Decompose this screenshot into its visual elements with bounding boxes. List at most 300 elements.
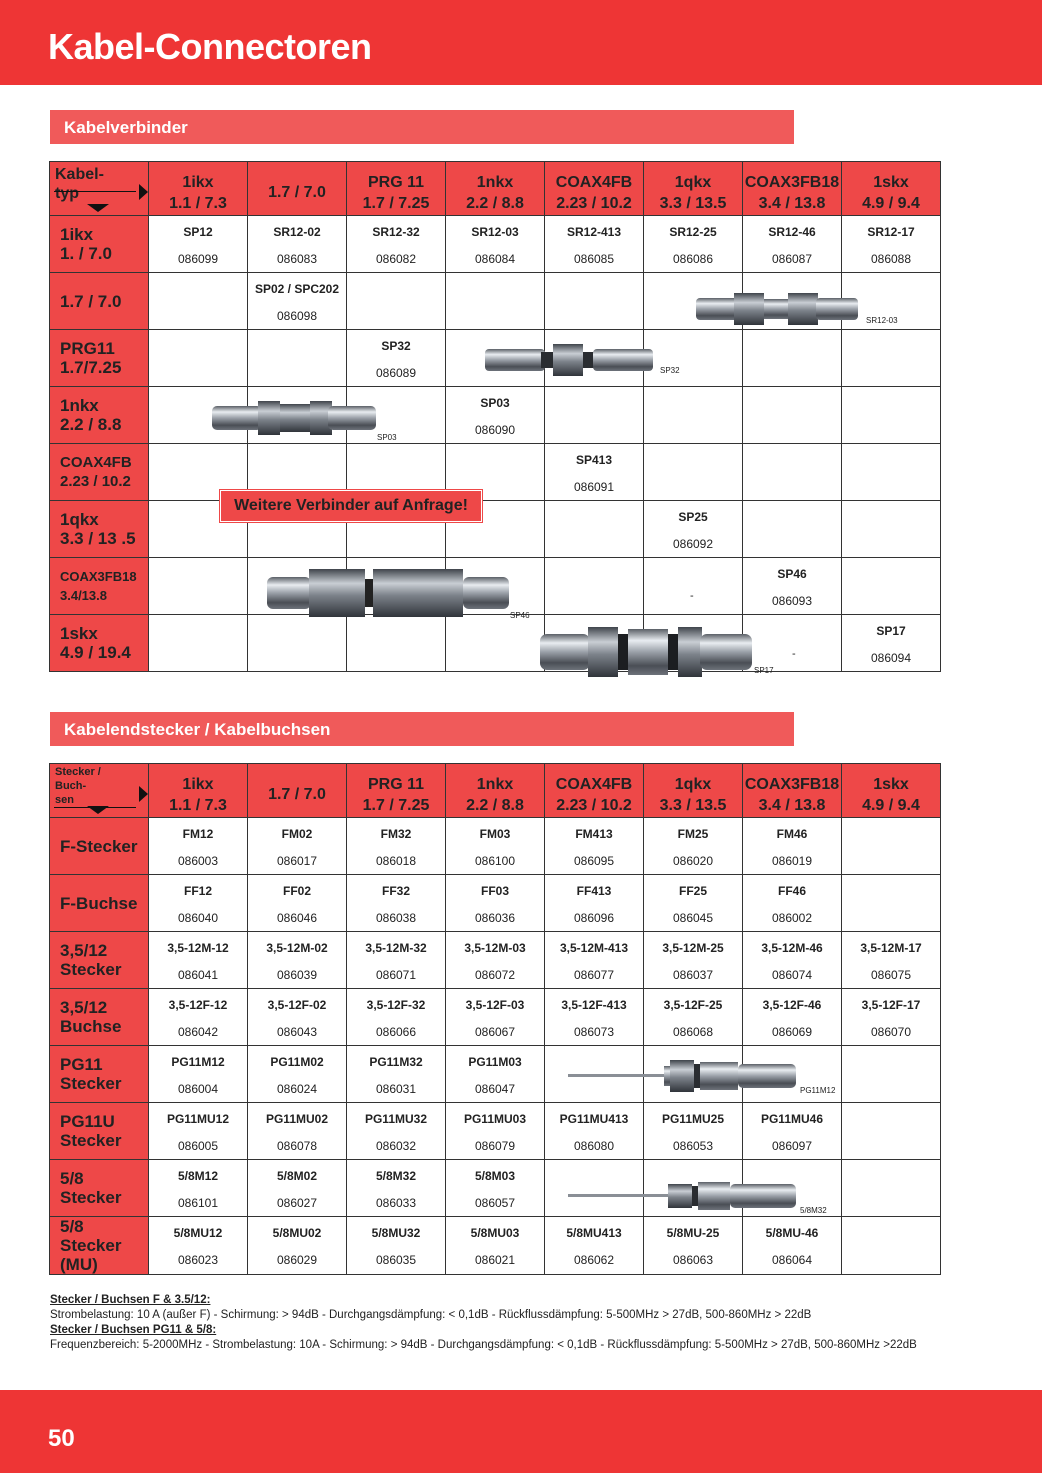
model-number: FF12 xyxy=(183,883,212,898)
article-code: 086019 xyxy=(771,853,813,868)
model-number: 5/8MU-46 xyxy=(765,1226,819,1240)
table-cell xyxy=(743,330,842,387)
row-header-line2: 3.4/13.8 xyxy=(60,588,107,603)
article-code: 086099 xyxy=(177,251,219,266)
article-code: 086086 xyxy=(672,251,714,266)
table-cell xyxy=(347,273,446,330)
row-header xyxy=(50,1217,149,1275)
column-header-line2: 3.4 / 13.8 xyxy=(758,194,826,212)
article-code: 086005 xyxy=(177,1138,219,1153)
article-code: 086041 xyxy=(177,967,219,982)
table-cell xyxy=(248,330,347,387)
row-header-line1: 3,5/12 xyxy=(60,941,108,960)
table-cell xyxy=(149,1160,248,1217)
article-code: 086029 xyxy=(276,1253,318,1267)
connector-image-sp46 xyxy=(265,567,511,619)
model-number: 3,5-12F-413 xyxy=(561,997,627,1012)
model-number: 3,5-12M-12 xyxy=(167,940,229,955)
caption-5-8m32: 5/8M32 xyxy=(800,1206,827,1215)
table-cell xyxy=(149,1046,248,1103)
model-number: SR12-03 xyxy=(471,224,519,239)
article-code: 086064 xyxy=(771,1253,813,1267)
row-header xyxy=(50,558,149,615)
model-number: SP17 xyxy=(876,623,906,638)
model-number: PG11M32 xyxy=(369,1054,423,1069)
article-code: 086071 xyxy=(375,967,417,982)
article-code: 086057 xyxy=(474,1195,516,1210)
article-code: 086072 xyxy=(474,967,516,982)
model-number: 5/8M02 xyxy=(276,1168,318,1183)
article-code: 086080 xyxy=(573,1138,615,1153)
connector-image-pg11m12 xyxy=(568,1054,800,1098)
model-number: SP25 xyxy=(678,509,708,524)
table-row xyxy=(50,932,941,989)
table-cell xyxy=(644,501,743,558)
column-header xyxy=(743,764,842,818)
table-cell xyxy=(446,615,545,672)
table-cell xyxy=(545,1217,644,1275)
table-cell xyxy=(248,615,347,672)
table-cell xyxy=(842,1046,941,1103)
model-number: 3,5-12F-46 xyxy=(762,997,822,1012)
row-header xyxy=(50,1160,149,1217)
table-cell xyxy=(743,989,842,1046)
column-header-line2: 3.3 / 13.5 xyxy=(659,796,727,814)
note-heading-f: Stecker / Buchsen F & 3.5/12: xyxy=(50,1294,211,1306)
table-cell xyxy=(446,1103,545,1160)
model-number: FF32 xyxy=(381,883,410,898)
table-cell xyxy=(149,216,248,273)
article-code: 086094 xyxy=(870,650,912,665)
header-bar xyxy=(0,0,1042,85)
row-header-line2: 2.2 / 8.8 xyxy=(60,415,122,434)
model-number: 3,5-12M-17 xyxy=(860,940,922,955)
table-cell xyxy=(248,932,347,989)
corner-label-line2: typ xyxy=(55,185,79,202)
table-cell xyxy=(248,818,347,875)
table-cell xyxy=(644,330,743,387)
model-number: 3,5-12F-02 xyxy=(267,997,327,1012)
row-header-line1: PRG11 xyxy=(60,339,115,358)
model-number: FM02 xyxy=(281,826,313,841)
table-cell xyxy=(446,818,545,875)
column-header-line2: 2.23 / 10.2 xyxy=(556,796,632,814)
article-code: 086087 xyxy=(771,251,813,266)
article-code: 086017 xyxy=(276,853,318,868)
table-row xyxy=(50,818,941,875)
table-cell xyxy=(149,558,248,615)
row-header xyxy=(50,875,149,932)
section-title: Kabelverbinder xyxy=(64,118,188,137)
table-cell xyxy=(743,818,842,875)
model-number: SR12-02 xyxy=(273,224,321,239)
table-cell xyxy=(842,330,941,387)
model-number: FF03 xyxy=(480,883,509,898)
model-number: FM32 xyxy=(380,826,412,841)
article-code: 086046 xyxy=(276,910,318,925)
article-code: 086053 xyxy=(672,1138,714,1153)
table-cell xyxy=(743,1103,842,1160)
row-header xyxy=(50,818,149,875)
row-header xyxy=(50,1046,149,1103)
model-number: SP02 / SPC202 xyxy=(254,281,340,296)
article-code: 086075 xyxy=(870,967,912,982)
article-code: 086098 xyxy=(276,308,318,323)
caption-sp32: SP32 xyxy=(660,366,680,375)
table-cell xyxy=(248,216,347,273)
article-code: 086045 xyxy=(672,910,714,925)
article-code: 086003 xyxy=(177,853,219,868)
model-number: FM46 xyxy=(776,826,808,841)
model-number: SR12-25 xyxy=(669,224,717,239)
note-text-f: Strombelastung: 10 A (außer F) - Schirmung: > 94dB - Durchgangsdämpfung: < 0,1dB - Rückflussdämpfung: 5-500MHz > 27dB, 500-860MHz > 22dB xyxy=(50,1309,812,1321)
article-code: 086040 xyxy=(177,910,219,925)
connector-image-5-8m32 xyxy=(568,1174,800,1218)
column-header-line2: 2.2 / 8.8 xyxy=(466,796,524,814)
article-code: 086079 xyxy=(474,1138,516,1153)
table-cell xyxy=(842,875,941,932)
row-header-line1: 5/8 xyxy=(60,1169,84,1188)
model-number: 3,5-12M-03 xyxy=(464,940,526,955)
table-cell xyxy=(446,1160,545,1217)
article-code: 086021 xyxy=(474,1253,516,1267)
column-header-line1: 1skx xyxy=(873,775,909,793)
article-code: 086024 xyxy=(276,1081,318,1096)
table-cell xyxy=(347,818,446,875)
table-cell xyxy=(743,558,842,615)
table-cell xyxy=(446,1217,545,1275)
model-number: 5/8MU12 xyxy=(173,1226,223,1240)
table-cell xyxy=(149,615,248,672)
row-header-line2: Stecker xyxy=(60,1188,122,1207)
table-cell xyxy=(347,615,446,672)
column-header-line1: COAX3FB18 xyxy=(744,173,840,191)
corner-label-line1: Stecker / xyxy=(55,766,101,778)
table-cell xyxy=(842,1103,941,1160)
model-number: 3,5-12M-32 xyxy=(365,940,427,955)
caption-sr12-03: SR12-03 xyxy=(866,316,898,325)
row-header xyxy=(50,615,149,672)
article-code: 086020 xyxy=(672,853,714,868)
section-title: Kabelendstecker / Kabelbuchsen xyxy=(64,720,331,739)
model-number: 5/8M32 xyxy=(375,1168,417,1183)
column-header-line2: 3.4 / 13.8 xyxy=(758,796,826,814)
table-cell xyxy=(842,818,941,875)
note-heading-pg11: Stecker / Buchsen PG11 & 5/8: xyxy=(50,1324,217,1336)
column-header-line1: COAX3FB18 xyxy=(744,775,840,793)
row-header-line1: COAX4FB xyxy=(60,454,132,471)
table-cell xyxy=(743,875,842,932)
table-cell xyxy=(545,387,644,444)
table-cell xyxy=(644,1103,743,1160)
arrow-down-icon xyxy=(87,806,109,814)
column-header-line1: 1qkx xyxy=(674,173,712,191)
note-text-pg11: Frequenzbereich: 5-2000MHz - Strombelastung: 10A - Schirmung: > 94dB - Durchgangsdämpfung: < 0,1dB - Rückflussdämpfung: 5-500MHz > 27dB, 500-860MHz >22dB xyxy=(50,1339,917,1351)
table-cell xyxy=(347,1103,446,1160)
model-number: 5/8M12 xyxy=(177,1168,219,1183)
column-header-line2: 1.7 / 7.25 xyxy=(362,796,430,814)
table-cell xyxy=(842,444,941,501)
table-cell xyxy=(545,558,644,615)
row-header-line2: Stecker xyxy=(60,1236,122,1255)
table-row xyxy=(50,444,941,501)
table-cell xyxy=(149,330,248,387)
column-header xyxy=(743,162,842,216)
table-cell xyxy=(743,444,842,501)
article-code: 086070 xyxy=(870,1024,912,1039)
model-number: SP413 xyxy=(575,452,613,467)
row-header xyxy=(50,330,149,387)
table-row xyxy=(50,216,941,273)
article-code: 086043 xyxy=(276,1024,318,1039)
table-cell xyxy=(545,501,644,558)
table-cell xyxy=(446,273,545,330)
row-header-line1: F-Stecker xyxy=(60,836,138,856)
article-code: 086097 xyxy=(771,1138,813,1153)
row-header xyxy=(50,444,149,501)
article-code: 086095 xyxy=(573,853,615,868)
column-header-line1: COAX4FB xyxy=(555,775,633,793)
table-cell xyxy=(248,273,347,330)
article-code: 086031 xyxy=(375,1081,417,1096)
model-number: 5/8M03 xyxy=(474,1168,516,1183)
row-header-line1: 1.7 / 7.0 xyxy=(60,291,122,311)
model-number: SR12-413 xyxy=(566,224,622,239)
table-cell xyxy=(545,1103,644,1160)
technical-notes xyxy=(50,1293,917,1353)
row-header-line2: Buchse xyxy=(60,1017,122,1036)
model-number: 3,5-12M-46 xyxy=(761,940,823,955)
table-cell xyxy=(644,932,743,989)
column-header-line2: 1.7 / 7.25 xyxy=(362,194,430,212)
article-code: 086063 xyxy=(672,1253,714,1267)
table-cell xyxy=(545,875,644,932)
article-code: 086069 xyxy=(771,1024,813,1039)
caption-sp03: SP03 xyxy=(377,433,397,442)
model-number: SR12-32 xyxy=(372,224,420,239)
column-header-line2: 2.2 / 8.8 xyxy=(466,194,524,212)
article-code: 086089 xyxy=(375,365,417,380)
table-cell xyxy=(743,387,842,444)
connector-image-sp32 xyxy=(483,342,655,378)
table-row xyxy=(50,1103,941,1160)
article-code: 086039 xyxy=(276,967,318,982)
row-header-line2: 1. / 7.0 xyxy=(60,244,112,263)
model-number: PG11M03 xyxy=(468,1054,522,1069)
caption-sp17: SP17 xyxy=(754,666,774,675)
model-number: 5/8MU32 xyxy=(371,1226,421,1240)
table-cell xyxy=(644,989,743,1046)
column-header-line2: 1.1 / 7.3 xyxy=(169,796,227,814)
section-kabelverbinder-bar xyxy=(50,110,794,144)
row-header-line1: 1nkx xyxy=(60,396,99,415)
model-number: PG11MU413 xyxy=(559,1111,629,1126)
model-number: FM25 xyxy=(677,826,709,841)
table-cell xyxy=(842,932,941,989)
table-row xyxy=(50,501,941,558)
column-header-line1: 1ikx xyxy=(182,173,214,191)
table-cell xyxy=(644,387,743,444)
arrow-down-icon xyxy=(87,204,109,212)
arrow-right-icon xyxy=(139,786,148,802)
model-number: SP32 xyxy=(381,338,411,353)
table-cell xyxy=(149,818,248,875)
table-cell xyxy=(149,1217,248,1275)
table-cell xyxy=(842,1217,941,1275)
article-code: 086002 xyxy=(771,910,813,925)
corner-label-line2: Buch- xyxy=(55,780,87,792)
table-cell xyxy=(644,1217,743,1275)
dash-placeholder: - xyxy=(792,648,796,660)
table-cell xyxy=(446,932,545,989)
row-header-line2: Stecker xyxy=(60,960,122,979)
article-code: 086083 xyxy=(276,251,318,266)
column-header-line2: 1.7 / 7.0 xyxy=(268,786,326,803)
column-header-line1: 1ikx xyxy=(182,775,214,793)
article-code: 086096 xyxy=(573,910,615,925)
model-number: 3,5-12M-25 xyxy=(662,940,724,955)
row-header xyxy=(50,216,149,273)
table-cell xyxy=(347,330,446,387)
caption-sp46: SP46 xyxy=(510,611,530,620)
table-cell xyxy=(545,216,644,273)
model-number: PG11MU46 xyxy=(760,1111,824,1126)
table-cell xyxy=(842,615,941,672)
model-number: 5/8MU03 xyxy=(470,1226,520,1240)
article-code: 086004 xyxy=(177,1081,219,1096)
article-code: 086047 xyxy=(474,1081,516,1096)
article-code: 086101 xyxy=(177,1195,219,1210)
table-cell xyxy=(644,558,743,615)
model-number: SR12-46 xyxy=(768,224,816,239)
column-header-line2: 3.3 / 13.5 xyxy=(659,194,727,212)
article-code: 086091 xyxy=(573,479,615,494)
dash-placeholder: - xyxy=(690,590,694,602)
column-header xyxy=(644,162,743,216)
model-number: 3,5-12F-03 xyxy=(465,997,525,1012)
table-cell xyxy=(842,558,941,615)
table-cell xyxy=(842,989,941,1046)
column-header xyxy=(347,764,446,818)
column-header-line1: COAX4FB xyxy=(555,173,633,191)
model-number: PG11M12 xyxy=(171,1054,225,1069)
table-cell xyxy=(842,216,941,273)
table-cell xyxy=(545,818,644,875)
model-number: FF02 xyxy=(282,883,311,898)
model-number: 5/8MU-25 xyxy=(666,1226,720,1240)
model-number: PG11MU03 xyxy=(463,1111,527,1126)
table-cell xyxy=(446,875,545,932)
row-header-line2: Stecker xyxy=(60,1131,122,1150)
column-header-line1: PRG 11 xyxy=(367,775,425,793)
table-cell xyxy=(149,989,248,1046)
column-header xyxy=(248,764,347,818)
article-code: 086068 xyxy=(672,1024,714,1039)
table-cell xyxy=(347,932,446,989)
table-cell xyxy=(248,1160,347,1217)
table-cell xyxy=(149,1103,248,1160)
page-title: Kabel-Connectoren xyxy=(48,26,372,67)
article-code: 086018 xyxy=(375,853,417,868)
row-header xyxy=(50,273,149,330)
table-cell xyxy=(842,501,941,558)
article-code: 086062 xyxy=(573,1253,615,1267)
table-cell xyxy=(347,875,446,932)
page-number: 50 xyxy=(48,1425,75,1452)
model-number: FM413 xyxy=(575,826,613,841)
table-cell xyxy=(644,875,743,932)
caption-pg11m12: PG11M12 xyxy=(800,1086,836,1095)
model-number: 3,5-12F-17 xyxy=(861,997,921,1012)
column-header-line2: 2.23 / 10.2 xyxy=(556,194,632,212)
row-header-line3: (MU) xyxy=(60,1255,98,1274)
article-code: 086036 xyxy=(474,910,516,925)
column-header xyxy=(545,162,644,216)
table-cell xyxy=(347,216,446,273)
model-number: SP12 xyxy=(183,224,213,239)
column-header-line2: 4.9 / 9.4 xyxy=(862,194,920,212)
row-header-line2: 4.9 / 19.4 xyxy=(60,643,131,662)
article-code: 086093 xyxy=(771,593,813,608)
row-header xyxy=(50,501,149,558)
table-cell xyxy=(545,932,644,989)
row-header xyxy=(50,932,149,989)
table-cell xyxy=(842,1160,941,1217)
column-header-line1: 1skx xyxy=(873,173,909,191)
article-code: 086082 xyxy=(375,251,417,266)
row-header xyxy=(50,1103,149,1160)
article-code: 086085 xyxy=(573,251,615,266)
kabelendstecker-table xyxy=(49,763,941,1275)
article-code: 086042 xyxy=(177,1024,219,1039)
table-cell xyxy=(644,216,743,273)
table-cell xyxy=(248,875,347,932)
table-cell xyxy=(446,216,545,273)
column-header xyxy=(149,162,248,216)
row-header-line1: PG11 xyxy=(60,1055,103,1074)
article-code: 086037 xyxy=(672,967,714,982)
model-number: PG11M02 xyxy=(270,1054,324,1069)
row-header-line2: 2.23 / 10.2 xyxy=(60,473,131,490)
row-header-line1: F-Buchse xyxy=(60,893,138,913)
table-cell xyxy=(149,273,248,330)
table-corner-header xyxy=(50,764,149,818)
model-number: SP46 xyxy=(777,566,807,581)
row-header xyxy=(50,387,149,444)
column-header-line2: 1.1 / 7.3 xyxy=(169,194,227,212)
table-cell xyxy=(248,1103,347,1160)
article-code: 086078 xyxy=(276,1138,318,1153)
table-row xyxy=(50,615,941,672)
table-cell xyxy=(545,444,644,501)
table-cell xyxy=(149,875,248,932)
row-header-line1: PG11U xyxy=(60,1112,115,1131)
article-code: 086084 xyxy=(474,251,516,266)
table-cell xyxy=(743,216,842,273)
row-header-line2: Stecker xyxy=(60,1074,122,1093)
model-number: SR12-17 xyxy=(867,224,915,239)
article-code: 086033 xyxy=(375,1195,417,1210)
table-cell xyxy=(149,932,248,989)
article-code: 086035 xyxy=(375,1253,417,1267)
table-cell xyxy=(743,1217,842,1275)
connector-image-sp17 xyxy=(538,624,754,680)
table-cell xyxy=(644,818,743,875)
column-header-line2: 4.9 / 9.4 xyxy=(862,796,920,814)
arrow-right-icon xyxy=(139,184,148,200)
column-header xyxy=(446,162,545,216)
row-header-line1: 3,5/12 xyxy=(60,998,108,1017)
